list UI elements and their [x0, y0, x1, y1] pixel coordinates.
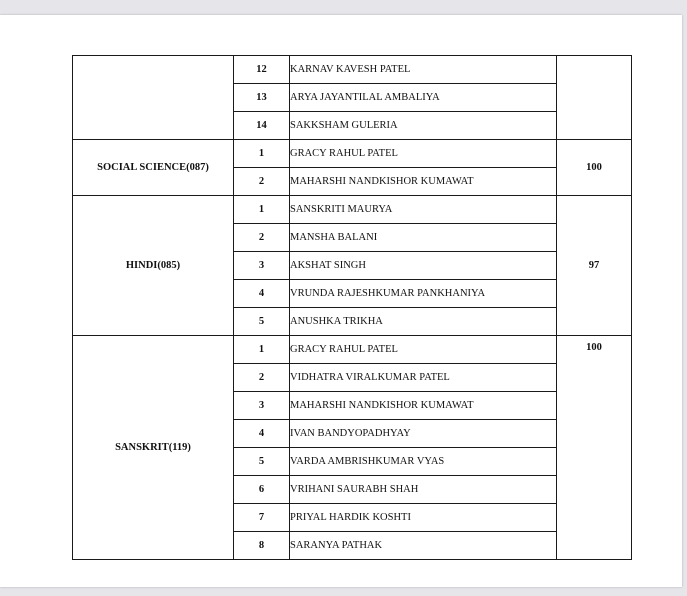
table-row	[73, 336, 632, 364]
student-name-cell: VRIHANI SAURABH SHAH	[290, 476, 557, 504]
rank-cell: 5	[234, 448, 290, 476]
student-name-cell: VIDHATRA VIRALKUMAR PATEL	[290, 364, 557, 392]
rank-cell: 3	[234, 392, 290, 420]
student-name-cell: SARANYA PATHAK	[290, 532, 557, 560]
marks-cell	[557, 56, 632, 140]
document-page	[0, 15, 682, 587]
marks-cell: 97	[557, 196, 632, 336]
rank-cell: 13	[234, 84, 290, 112]
rank-cell: 4	[234, 280, 290, 308]
student-name-cell: MAHARSHI NANDKISHOR KUMAWAT	[290, 392, 557, 420]
rank-cell: 1	[234, 140, 290, 168]
student-name-cell: ARYA JAYANTILAL AMBALIYA	[290, 84, 557, 112]
results-table	[72, 55, 632, 560]
rank-cell: 3	[234, 252, 290, 280]
table-row	[73, 140, 632, 168]
rank-cell: 4	[234, 420, 290, 448]
rank-cell: 2	[234, 224, 290, 252]
student-name-cell: AKSHAT SINGH	[290, 252, 557, 280]
rank-cell: 8	[234, 532, 290, 560]
rank-cell: 12	[234, 56, 290, 84]
subject-cell: HINDI(085)	[73, 196, 234, 336]
student-name-cell: VARDA AMBRISHKUMAR VYAS	[290, 448, 557, 476]
student-name-cell: ANUSHKA TRIKHA	[290, 308, 557, 336]
rank-cell: 2	[234, 168, 290, 196]
rank-cell: 6	[234, 476, 290, 504]
student-name-cell: PRIYAL HARDIK KOSHTI	[290, 504, 557, 532]
subject-cell: SANSKRIT(119)	[73, 336, 234, 560]
table-row	[73, 196, 632, 224]
rank-cell: 5	[234, 308, 290, 336]
student-name-cell: GRACY RAHUL PATEL	[290, 336, 557, 364]
rank-cell: 14	[234, 112, 290, 140]
rank-cell: 1	[234, 196, 290, 224]
table-row	[73, 56, 632, 84]
subject-cell: SOCIAL SCIENCE(087)	[73, 140, 234, 196]
rank-cell: 2	[234, 364, 290, 392]
subject-cell	[73, 56, 234, 140]
rank-cell: 7	[234, 504, 290, 532]
student-name-cell: VRUNDA RAJESHKUMAR PANKHANIYA	[290, 280, 557, 308]
student-name-cell: MANSHA BALANI	[290, 224, 557, 252]
student-name-cell: SANSKRITI MAURYA	[290, 196, 557, 224]
marks-cell: 100	[557, 336, 632, 560]
student-name-cell: MAHARSHI NANDKISHOR KUMAWAT	[290, 168, 557, 196]
student-name-cell: GRACY RAHUL PATEL	[290, 140, 557, 168]
student-name-cell: IVAN BANDYOPADHYAY	[290, 420, 557, 448]
student-name-cell: KARNAV KAVESH PATEL	[290, 56, 557, 84]
marks-cell: 100	[557, 140, 632, 196]
rank-cell: 1	[234, 336, 290, 364]
student-name-cell: SAKKSHAM GULERIA	[290, 112, 557, 140]
